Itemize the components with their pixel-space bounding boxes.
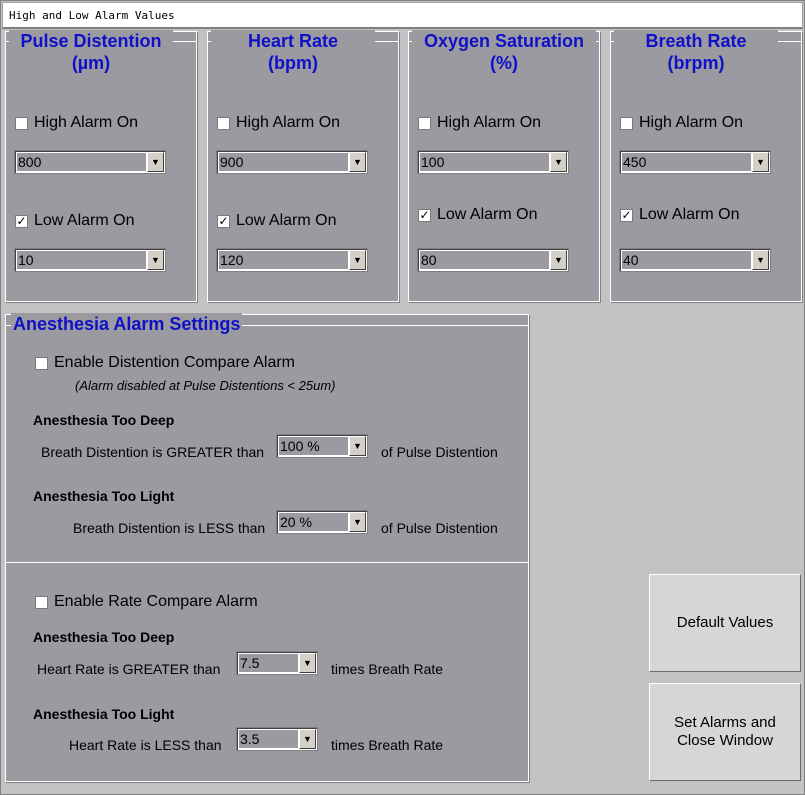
chevron-down-icon[interactable]: ▼ [349, 512, 366, 532]
window-title: High and Low Alarm Values [2, 2, 803, 29]
distention-compare-label: Enable Distention Compare Alarm [54, 354, 296, 371]
vital-title-line1: Pulse Distention [20, 31, 162, 51]
high-alarm-checkbox[interactable] [15, 117, 28, 130]
low-alarm-value: 80 [420, 251, 549, 269]
low-alarm-checkbox-row[interactable] [620, 206, 739, 224]
rate-compare-checkbox[interactable] [35, 596, 48, 609]
rate-deep-select[interactable] [236, 651, 318, 675]
high-alarm-checkbox[interactable] [418, 117, 431, 130]
vital-title-line2: (brpm) [667, 53, 725, 73]
low-alarm-value: 40 [622, 251, 751, 269]
vital-title-line1: Oxygen Saturation [423, 31, 585, 51]
high-alarm-checkbox-row[interactable] [620, 114, 743, 132]
vital-title [412, 30, 596, 74]
low-alarm-checkbox-row[interactable] [418, 206, 537, 224]
rate-compare-checkbox-row[interactable] [35, 593, 258, 611]
rate-deep-value: 7.5 [239, 654, 298, 672]
low-alarm-checkbox[interactable]: ✓ [218, 213, 229, 228]
low-alarm-checkbox[interactable]: ✓ [419, 207, 430, 222]
low-alarm-select[interactable] [216, 248, 368, 272]
high-alarm-checkbox-row[interactable] [418, 114, 541, 132]
low-alarm-label: Low Alarm On [236, 212, 337, 229]
vital-title-line2: (%) [490, 53, 518, 73]
rate-light-suffix: times Breath Rate [331, 737, 444, 753]
chevron-down-icon[interactable]: ▼ [299, 653, 316, 673]
set-alarms-line2: Close Window [677, 732, 773, 749]
distention-deep-value: 100 % [279, 437, 348, 455]
vital-title-line1: Breath Rate [645, 31, 747, 51]
high-alarm-label: High Alarm On [639, 114, 744, 131]
high-alarm-checkbox[interactable] [217, 117, 230, 130]
distention-light-select[interactable] [276, 510, 368, 534]
low-alarm-select[interactable] [619, 248, 771, 272]
high-alarm-select[interactable] [216, 150, 368, 174]
vital-title-line2: (bpm) [268, 53, 318, 73]
chevron-down-icon[interactable]: ▼ [299, 729, 316, 749]
high-alarm-label: High Alarm On [236, 114, 341, 131]
distention-compare-checkbox[interactable] [35, 357, 48, 370]
chevron-down-icon[interactable]: ▼ [349, 436, 366, 456]
low-alarm-checkbox-row[interactable] [15, 212, 134, 230]
rate-light-value: 3.5 [239, 730, 298, 748]
high-alarm-label: High Alarm On [437, 114, 542, 131]
vital-title-line2: (µm) [71, 53, 111, 73]
high-alarm-value: 450 [622, 153, 751, 171]
distention-deep-prefix: Breath Distention is GREATER than [41, 444, 265, 460]
low-alarm-label: Low Alarm On [639, 206, 740, 223]
high-alarm-value: 800 [17, 153, 146, 171]
high-alarm-value: 100 [420, 153, 549, 171]
high-alarm-select[interactable] [619, 150, 771, 174]
set-alarms-close-button[interactable] [649, 683, 801, 781]
chevron-down-icon[interactable]: ▼ [147, 250, 164, 270]
vital-title [211, 30, 375, 74]
high-alarm-checkbox[interactable] [620, 117, 633, 130]
rate-light-heading: Anesthesia Too Light [33, 706, 175, 722]
low-alarm-checkbox-row[interactable] [217, 212, 336, 230]
low-alarm-value: 10 [17, 251, 146, 269]
set-alarms-line1: Set Alarms and [674, 714, 776, 731]
high-alarm-checkbox-row[interactable] [15, 114, 138, 132]
high-alarm-value: 900 [219, 153, 348, 171]
high-alarm-select[interactable] [14, 150, 166, 174]
rate-light-select[interactable] [236, 727, 318, 751]
chevron-down-icon[interactable]: ▼ [752, 250, 769, 270]
vital-title-line1: Heart Rate [247, 31, 339, 51]
vital-title [9, 30, 173, 74]
high-alarm-checkbox-row[interactable] [217, 114, 340, 132]
chevron-down-icon[interactable]: ▼ [147, 152, 164, 172]
distention-compare-checkbox-row[interactable] [35, 354, 295, 372]
high-alarm-select[interactable] [417, 150, 569, 174]
default-values-button[interactable]: Default Values [649, 574, 801, 672]
distention-light-value: 20 % [279, 513, 348, 531]
distention-light-prefix: Breath Distention is LESS than [73, 520, 266, 536]
chevron-down-icon[interactable]: ▼ [349, 250, 366, 270]
chevron-down-icon[interactable]: ▼ [752, 152, 769, 172]
rate-deep-suffix: times Breath Rate [331, 661, 444, 677]
distention-light-heading: Anesthesia Too Light [33, 488, 175, 504]
chevron-down-icon[interactable]: ▼ [550, 250, 567, 270]
chevron-down-icon[interactable]: ▼ [550, 152, 567, 172]
distention-deep-heading: Anesthesia Too Deep [33, 412, 175, 428]
low-alarm-checkbox[interactable]: ✓ [621, 207, 632, 222]
high-alarm-label: High Alarm On [34, 114, 139, 131]
low-alarm-select[interactable] [417, 248, 569, 272]
distention-deep-select[interactable] [276, 434, 368, 458]
low-alarm-label: Low Alarm On [437, 206, 538, 223]
low-alarm-checkbox[interactable]: ✓ [16, 213, 27, 228]
distention-light-suffix: of Pulse Distention [381, 520, 498, 536]
rate-compare-label: Enable Rate Compare Alarm [54, 593, 258, 610]
distention-deep-suffix: of Pulse Distention [381, 444, 498, 460]
rate-light-prefix: Heart Rate is LESS than [69, 737, 222, 753]
rate-deep-prefix: Heart Rate is GREATER than [37, 661, 221, 677]
anesthesia-title: Anesthesia Alarm Settings [13, 314, 241, 334]
chevron-down-icon[interactable]: ▼ [349, 152, 366, 172]
vital-title [614, 30, 778, 74]
low-alarm-value: 120 [219, 251, 348, 269]
distention-note: (Alarm disabled at Pulse Distentions < 25um) [75, 378, 336, 393]
rate-deep-heading: Anesthesia Too Deep [33, 629, 175, 645]
low-alarm-select[interactable] [14, 248, 166, 272]
low-alarm-label: Low Alarm On [34, 212, 135, 229]
